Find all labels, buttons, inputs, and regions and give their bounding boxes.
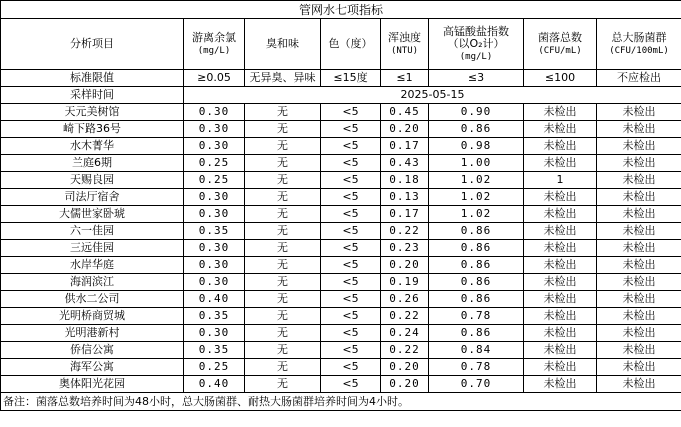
cell-turbidity: 0.13 [381,189,429,206]
cell-odor: 无 [245,308,321,325]
row-location-name: 海军公寓 [1,359,184,376]
table-row [1,376,681,393]
cell-bacteria: 未检出 [524,240,597,257]
cell-chlorine: 0.30 [184,257,245,274]
cell-color: <5 [321,308,381,325]
row-location-name: 光明桥商贸城 [1,308,184,325]
cell-color: <5 [321,104,381,121]
cell-turbidity: 0.19 [381,274,429,291]
row-location-name: 崎下路36号 [1,121,184,138]
cell-bacteria: 未检出 [524,308,597,325]
cell-bacteria: 未检出 [524,138,597,155]
cell-coliform: 未检出 [597,257,681,274]
cell-odor: 无 [245,376,321,393]
standard-cod: ≤3 [429,70,524,87]
cell-bacteria: 未检出 [524,206,597,223]
cell-bacteria: 未检出 [524,291,597,308]
table-title: 管网水七项指标 [1,1,681,19]
cell-turbidity: 0.18 [381,172,429,189]
table-row [1,223,681,240]
cell-turbidity: 0.20 [381,376,429,393]
cell-odor: 无 [245,172,321,189]
cell-color: <5 [321,189,381,206]
table-row [1,155,681,172]
cell-color: <5 [321,342,381,359]
header-bacteria: 菌落总数 (CFU/mL) [524,19,597,70]
cell-color: <5 [321,121,381,138]
cell-bacteria: 未检出 [524,325,597,342]
cell-chlorine: 0.30 [184,206,245,223]
cell-odor: 无 [245,155,321,172]
cell-bacteria: 未检出 [524,121,597,138]
cell-odor: 无 [245,206,321,223]
cell-cod: 0.86 [429,291,524,308]
cell-turbidity: 0.23 [381,240,429,257]
cell-color: <5 [321,240,381,257]
cell-turbidity: 0.43 [381,155,429,172]
cell-turbidity: 0.17 [381,206,429,223]
header-cod: 高锰酸盐指数 （以O₂计） (mg/L) [429,19,524,70]
cell-bacteria: 未检出 [524,376,597,393]
row-location-name: 奥体阳光花园 [1,376,184,393]
cell-color: <5 [321,155,381,172]
cell-cod: 0.86 [429,257,524,274]
cell-chlorine: 0.30 [184,104,245,121]
cell-color: <5 [321,257,381,274]
row-location-name: 水岸华庭 [1,257,184,274]
cell-cod: 1.02 [429,206,524,223]
cell-cod: 0.86 [429,223,524,240]
row-location-name: 司法厅宿舍 [1,189,184,206]
cell-color: <5 [321,274,381,291]
standard-coliform: 不应检出 [597,70,681,87]
cell-coliform: 未检出 [597,189,681,206]
cell-color: <5 [321,291,381,308]
cell-cod: 1.00 [429,155,524,172]
table-row [1,104,681,121]
cell-turbidity: 0.22 [381,308,429,325]
cell-coliform: 未检出 [597,104,681,121]
cell-coliform: 未检出 [597,240,681,257]
cell-turbidity: 0.20 [381,257,429,274]
cell-bacteria: 未检出 [524,257,597,274]
cell-coliform: 未检出 [597,342,681,359]
cell-color: <5 [321,206,381,223]
cell-chlorine: 0.35 [184,223,245,240]
cell-odor: 无 [245,291,321,308]
standard-label: 标准限值 [1,70,184,87]
standard-chlorine: ≥0.05 [184,70,245,87]
cell-odor: 无 [245,104,321,121]
cell-turbidity: 0.17 [381,138,429,155]
cell-chlorine: 0.30 [184,240,245,257]
table-row [1,172,681,189]
cell-bacteria: 未检出 [524,223,597,240]
cell-coliform: 未检出 [597,376,681,393]
cell-chlorine: 0.30 [184,325,245,342]
table-row [1,189,681,206]
cell-cod: 1.02 [429,189,524,206]
cell-coliform: 未检出 [597,172,681,189]
cell-odor: 无 [245,223,321,240]
cell-color: <5 [321,376,381,393]
table-row [1,257,681,274]
table-row [1,138,681,155]
row-location-name: 三远佳园 [1,240,184,257]
header-coliform: 总大肠菌群 (CFU/100mL) [597,19,681,70]
cell-bacteria: 1 [524,172,597,189]
table-row [1,206,681,223]
cell-odor: 无 [245,138,321,155]
cell-turbidity: 0.20 [381,121,429,138]
cell-turbidity: 0.45 [381,104,429,121]
cell-odor: 无 [245,325,321,342]
cell-chlorine: 0.30 [184,138,245,155]
standard-bacteria: ≤100 [524,70,597,87]
sampling-date: 2025-05-15 [184,87,681,104]
cell-turbidity: 0.22 [381,223,429,240]
header-turbidity: 浑浊度 (NTU) [381,19,429,70]
cell-bacteria: 未检出 [524,104,597,121]
cell-chlorine: 0.35 [184,308,245,325]
cell-chlorine: 0.30 [184,121,245,138]
table-row [1,291,681,308]
note-row [1,393,681,411]
standard-odor: 无异臭、异味 [245,70,321,87]
cell-cod: 0.78 [429,359,524,376]
cell-coliform: 未检出 [597,121,681,138]
cell-color: <5 [321,325,381,342]
cell-odor: 无 [245,189,321,206]
row-location-name: 光明港新村 [1,325,184,342]
cell-turbidity: 0.26 [381,291,429,308]
cell-turbidity: 0.22 [381,342,429,359]
cell-color: <5 [321,138,381,155]
header-odor: 臭和味 [245,19,321,70]
standard-turbidity: ≤1 [381,70,429,87]
cell-coliform: 未检出 [597,138,681,155]
cell-cod: 0.86 [429,274,524,291]
row-location-name: 兰庭6期 [1,155,184,172]
cell-cod: 0.78 [429,308,524,325]
cell-coliform: 未检出 [597,308,681,325]
standard-row [1,70,681,87]
header-color: 色（度） [321,19,381,70]
row-location-name: 六一佳园 [1,223,184,240]
cell-coliform: 未检出 [597,155,681,172]
cell-chlorine: 0.35 [184,342,245,359]
cell-chlorine: 0.25 [184,359,245,376]
cell-color: <5 [321,359,381,376]
cell-color: <5 [321,172,381,189]
cell-bacteria: 未检出 [524,274,597,291]
table-row [1,308,681,325]
cell-chlorine: 0.40 [184,291,245,308]
header-item: 分析项目 [1,19,184,70]
cell-cod: 0.86 [429,325,524,342]
cell-bacteria: 未检出 [524,342,597,359]
cell-chlorine: 0.25 [184,155,245,172]
cell-coliform: 未检出 [597,325,681,342]
cell-bacteria: 未检出 [524,359,597,376]
sampling-label: 采样时间 [1,87,184,104]
cell-odor: 无 [245,359,321,376]
cell-cod: 1.02 [429,172,524,189]
table-row [1,325,681,342]
cell-turbidity: 0.24 [381,325,429,342]
table-row [1,359,681,376]
row-location-name: 天赐良园 [1,172,184,189]
cell-coliform: 未检出 [597,291,681,308]
cell-coliform: 未检出 [597,223,681,240]
sampling-row [1,87,681,104]
table-note: 备注：菌落总数培养时间为48小时，总大肠菌群、耐热大肠菌群培养时间为4小时。 [1,393,681,411]
table-row [1,274,681,291]
cell-cod: 0.70 [429,376,524,393]
cell-coliform: 未检出 [597,359,681,376]
table-row [1,342,681,359]
cell-color: <5 [321,223,381,240]
cell-chlorine: 0.30 [184,189,245,206]
cell-cod: 0.86 [429,240,524,257]
cell-chlorine: 0.25 [184,172,245,189]
cell-bacteria: 未检出 [524,189,597,206]
cell-chlorine: 0.40 [184,376,245,393]
cell-bacteria: 未检出 [524,155,597,172]
header-chlorine: 游离余氯 (mg/L) [184,19,245,70]
cell-coliform: 未检出 [597,206,681,223]
table-row [1,240,681,257]
row-location-name: 大儒世家卧琥 [1,206,184,223]
row-location-name: 天元美树馆 [1,104,184,121]
cell-chlorine: 0.30 [184,274,245,291]
cell-cod: 0.84 [429,342,524,359]
cell-cod: 0.86 [429,121,524,138]
cell-cod: 0.98 [429,138,524,155]
cell-coliform: 未检出 [597,274,681,291]
cell-odor: 无 [245,274,321,291]
cell-odor: 无 [245,342,321,359]
cell-cod: 0.90 [429,104,524,121]
cell-turbidity: 0.20 [381,359,429,376]
row-location-name: 水木菁华 [1,138,184,155]
table-row [1,121,681,138]
row-location-name: 供水二公司 [1,291,184,308]
cell-odor: 无 [245,257,321,274]
cell-odor: 无 [245,121,321,138]
standard-color: ≤15度 [321,70,381,87]
cell-odor: 无 [245,240,321,257]
row-location-name: 海润滨江 [1,274,184,291]
row-location-name: 侨信公寓 [1,342,184,359]
